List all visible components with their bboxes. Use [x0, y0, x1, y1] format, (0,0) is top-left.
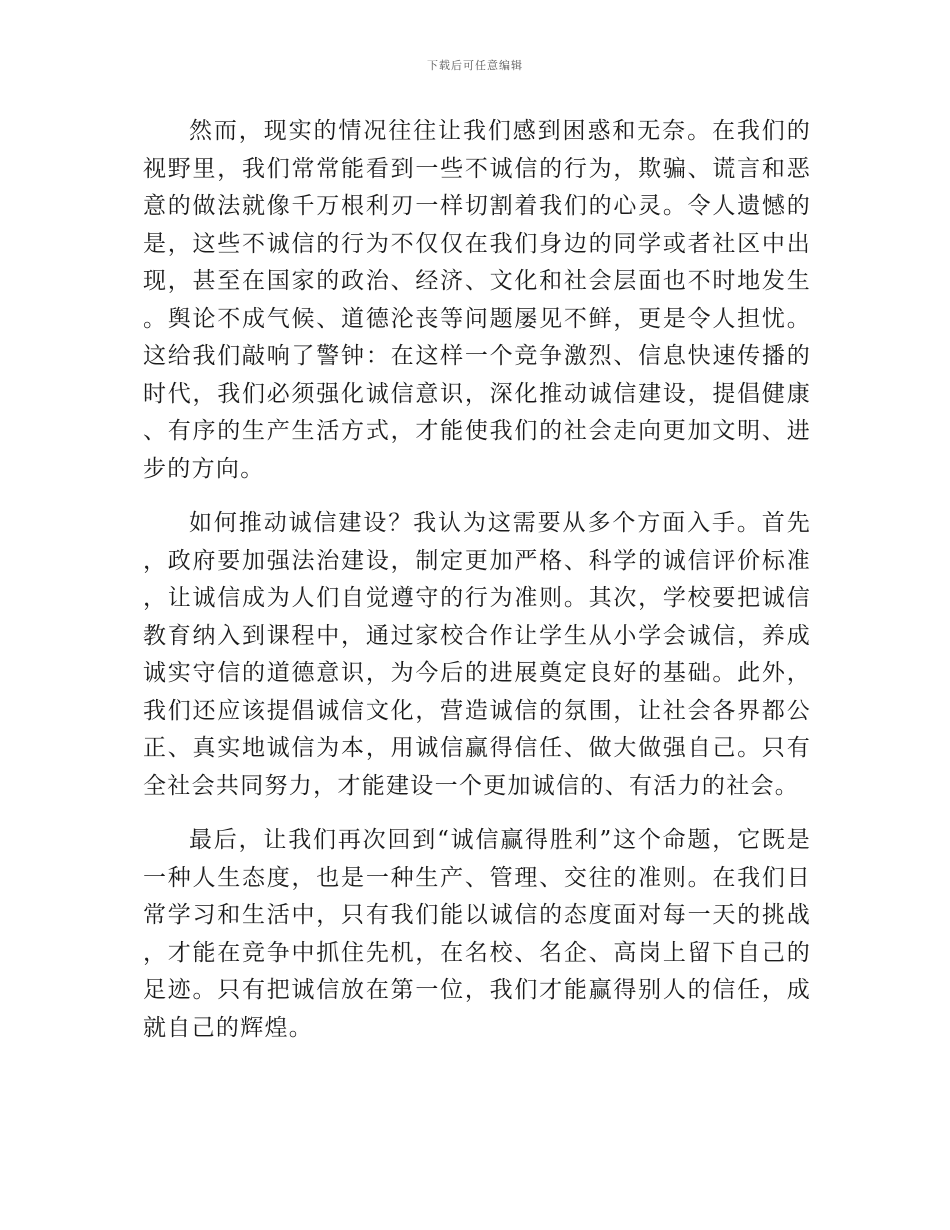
document-body — [143, 113, 811, 1064]
paragraph-2: 如何推动诚信建设？我认为这需要从多个方面入手。首先，政府要加强法治建设，制定更加严格、科学的诚信评价标准，让诚信成为人们自觉遵守的行为准则。其次，学校要把诚信教育纳入到课程中，通过家校合作让学生从小学会诚信，养成诚实守信的道德意识，为今后的进展奠定良好的基础。此外，我们还应该提倡诚信文化，营造诚信的氛围，让社会各界都公正、真实地诚信为本，用诚信赢得信任、做大做强自己。只有全社会共同努力，才能建设一个更加诚信的、有活力的社会。 — [143, 510, 811, 799]
paragraph-3: 最后，让我们再次回到“诚信赢得胜利”这个命题，它既是一种人生态度，也是一种生产、管理、交往的准则。在我们日常学习和生活中，只有我们能以诚信的态度面对每一天的挑战，才能在竞争中抓住先机，在名校、名企、高岗上留下自己的足迹。只有把诚信放在第一位，我们才能赢得别人的信任，成就自己的辉煌。 — [143, 827, 811, 1041]
page-header: 下载后可任意编辑 — [427, 59, 523, 72]
paragraph-1: 然而，现实的情况往往让我们感到困惑和无奈。在我们的视野里，我们常常能看到一些不诚信的行为，欺骗、谎言和恶意的做法就像千万根利刃一样切割着我们的心灵。令人遗憾的是，这些不诚信的行为不仅仅在我们身边的同学或者社区中出现，甚至在国家的政治、经济、文化和社会层面也不时地发生。舆论不成气候、道德沦丧等问题屡见不鲜，更是令人担忧。这给我们敲响了警钟：在这样一个竞争激烈、信息快速传播的时代，我们必须强化诚信意识，深化推动诚信建设，提倡健康、有序的生产生活方式，才能使我们的社会走向更加文明、进步的方向。 — [143, 118, 811, 482]
